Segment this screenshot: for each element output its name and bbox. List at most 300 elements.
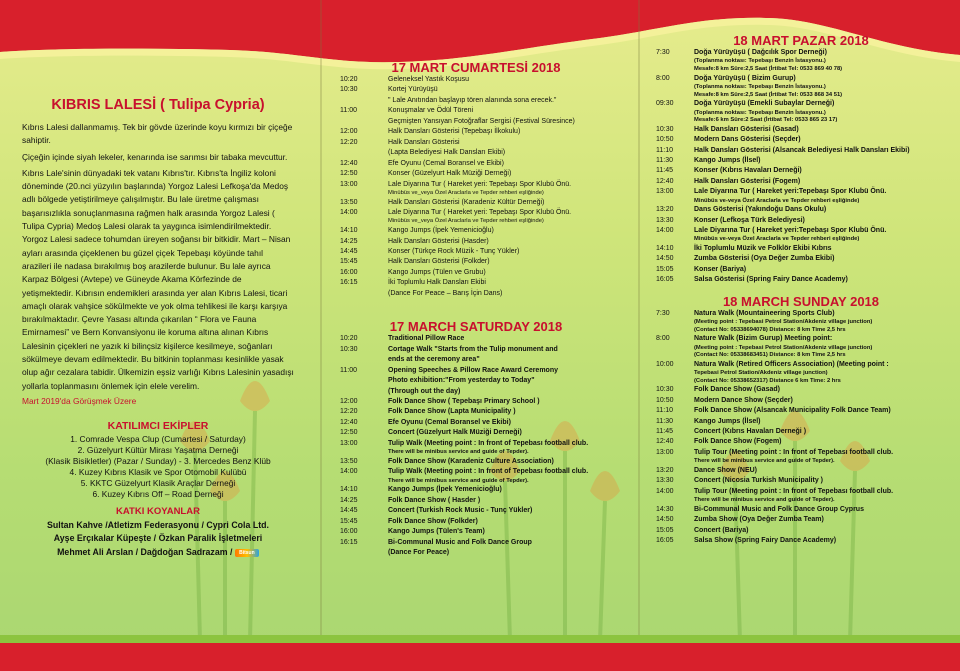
schedule-row (656, 487, 946, 505)
schedule-event-text: (Dance For Peace) (388, 549, 450, 557)
schedule-event (694, 275, 946, 285)
schedule-time: 14:45 (340, 507, 358, 515)
schedule-row (340, 334, 612, 344)
schedule-event-text: Concert (Turkish Rock Music - Tunç Yükler) (388, 507, 533, 515)
schedule-event (694, 334, 946, 360)
sponsor-item (22, 546, 294, 560)
schedule-row (656, 309, 946, 335)
schedule-row (340, 127, 612, 137)
schedule-row (340, 548, 612, 558)
schedule-event-text: Folk Dance Show (Lapta Municipality ) (388, 408, 516, 416)
schedule-event (388, 397, 612, 407)
schedule-event (388, 345, 612, 355)
schedule-event (388, 226, 612, 236)
schedule-row (656, 177, 946, 187)
schedule-time: 13:50 (340, 198, 358, 206)
schedule-event-text: Konuşmalar ve Ödül Töreni (388, 107, 474, 115)
schedule-event (388, 407, 612, 417)
schedule-row (656, 334, 946, 360)
intro-text (22, 121, 294, 393)
schedule-event (388, 485, 612, 495)
schedule-row (340, 237, 612, 247)
schedule-time: 12:50 (340, 170, 358, 178)
schedule-time: 14:00 (340, 209, 358, 217)
schedule-event (388, 548, 612, 558)
schedule-event (694, 265, 946, 275)
schedule-event-text: Kango Jumps (Tülen ve Grubu) (388, 268, 486, 276)
schedule-row (340, 366, 612, 376)
schedule-event-text: Bi-Communal Music and Folk Dance Group (388, 538, 532, 546)
schedule-row (340, 159, 612, 169)
schedule-row (340, 169, 612, 179)
schedule-row (340, 85, 612, 95)
schedule-event-text: İki Toplumlu Halk Dansları Ekibi (388, 279, 486, 287)
schedule-row (340, 407, 612, 417)
schedule-time: 10:50 (656, 136, 674, 144)
schedule-time: 13:30 (656, 477, 674, 485)
schedule-event (694, 505, 946, 515)
schedule-time (340, 387, 388, 397)
sponsor-text: Mehmet Ali Arslan / Dağdoğan Sadrazam / (57, 546, 233, 557)
schedule-event-text: Modern Dance Show (Seçder) (694, 396, 793, 404)
schedule-row (656, 515, 946, 525)
schedule-event-text: Doğa Yürüyüşü (Emekli Subaylar Derneği) (694, 100, 835, 108)
schedule-row (340, 198, 612, 208)
schedule-event (694, 515, 946, 525)
intro-paragraph: Kıbrıs Lale'sinin dünyadaki tek vatanı Kıbrıs'tır. Kıbrıs'ta İngiliz koloni döneminde (20.nci yüzyılın başlarında) Yorgoz Lalesi Lefkoşa'da Medoş adlı bölgede yetiştirilmeye çalışılmıştır. Bu lale üretme çalışması başarısızlıkla sonuçlanmasına rağmen halk arasında Yorgoz Lalesi ( Tulipa Cypria) Medoş Lalesi olarak ta yaygınca isimlendirilmektedir. Yorgoz Lalesi sadece tohumdan üreyen soğansı bir bitkidir. Mart – Nisan ayları arasında çiçeklenen bu güzel çiçek Tepebaşı köyünde tahıl arazileri ile nadasa bırakılmış boş arazilerde bulunur. Bu lale ayrıca Karpaz Bölgesi (Avtepe) ve Güneyde Akama Körfezinde de yetişmektedir. Kıbrısın endemikleri arasında yer alan Kıbrıs Lalesi, ticari amaçlı olarak vahşice sökülmekte ve yok olma tehlikesi ile karşı karşıya bırakılmaktadır. Çevre Yasası altında çıkarılan “ Flora ve Fauna Emirnamesi” ve Bern Konvansiyonu ile koruma altına alınan Kıbrıs Lalesinin çiçekleri ne yazık ki bilinçsiz kişilerce kesilmeye, soğanları sökülmeye devam edilmektedir. Bu bitkinin toplanması kesinlikle yasak olup ağır cezalara tabidir. Ülkemizin eşsiz varlığı Kıbrıs Lalesinin yasadışı yollarla toplanmasını önlemek için elele verelim. (22, 167, 294, 391)
schedule-event-text: Kango Jumps (İpek Yemenicioğlu) (388, 486, 502, 494)
schedule-event-text: Bi-Communal Music and Folk Dance Group Cyprus (694, 505, 864, 513)
schedule-event-text: (Through out the day) (388, 387, 461, 395)
schedule-time (340, 96, 388, 106)
sponsor-item: Ayşe Erçıkalar Küpeşte / Özkan Paralik İşletmeleri (53, 533, 263, 544)
schedule-event (694, 74, 946, 100)
schedule-event (694, 476, 946, 486)
schedule-row (340, 138, 612, 148)
schedule-time (340, 355, 388, 365)
saturday-tr-title: 17 MART CUMARTESİ 2018 (391, 60, 561, 75)
schedule-row (340, 106, 612, 116)
schedule-event (388, 268, 612, 278)
schedule-row (340, 96, 612, 106)
schedule-event-text: Folk Dance Show (Gasad) (694, 386, 780, 394)
schedule-time: 10:30 (656, 125, 674, 133)
schedule-row (656, 216, 946, 226)
schedule-time: 10:20 (340, 76, 358, 83)
schedule-event-text: Halk Dansları Gösterisi (Gasad) (694, 125, 799, 133)
schedule-row (340, 257, 612, 267)
schedule-event-text: Concert (Bariya) (694, 526, 749, 534)
schedule-row (656, 505, 946, 515)
schedule-row (656, 48, 946, 74)
schedule-row (340, 485, 612, 495)
schedule-event-text: İki Toplumlu Müzik ve Folklör Ekibi Kıbrıs (694, 245, 832, 253)
schedule-time: 16:00 (340, 268, 358, 276)
schedule-event-text: Zumba Gösterisi (Oya Değer Zumba Ekibi) (694, 255, 835, 263)
schedule-time: 14:10 (340, 486, 358, 494)
schedule-time: 11:45 (656, 428, 673, 436)
schedule-event-text: Salsa Gösterisi (Spring Fairy Dance Academy) (694, 276, 848, 284)
schedule-time: 10:50 (656, 396, 674, 404)
schedule-event-text: Natura Walk (Mountaineering Sports Club) (694, 309, 835, 317)
schedule-event (694, 406, 946, 416)
schedule-event (388, 106, 612, 116)
schedule-event (388, 457, 612, 467)
schedule-time: 12:40 (656, 177, 674, 185)
schedule-event-text: Halk Dansları Gösterisi (Tepebaşı İlkokulu) (388, 128, 521, 136)
sunday-tr-schedule (656, 48, 946, 286)
schedule-event-text: Dance Show (NEU) (694, 466, 758, 474)
schedule-row (656, 125, 946, 135)
schedule-event-text: Traditional Pillow Race (388, 335, 465, 343)
schedule-event (694, 437, 946, 447)
sunday-en-title: 18 MARCH SUNDAY 2018 (722, 293, 880, 309)
schedule-event-text: Konser (Türkçe Rock Müzik - Tunç Yükler) (388, 247, 520, 255)
schedule-event-text: Folk Dance Show (Alsancak Municipality Folk Dance Team) (694, 407, 891, 415)
schedule-time: 14:10 (340, 227, 358, 235)
schedule-time: 10:30 (340, 86, 358, 94)
sunday-tr-title: 18 MART PAZAR 2018 (733, 33, 869, 48)
intro-paragraph: Çiçeğin içinde siyah lekeler, kenarında ise sarımsı bir tabaka mevcuttur. (22, 151, 288, 162)
schedule-time: 13:20 (656, 466, 674, 474)
schedule-row (656, 166, 946, 176)
schedule-time: 12:00 (340, 397, 358, 405)
schedule-event (694, 427, 946, 437)
schedule-time: 12:40 (340, 418, 358, 426)
bottom-bar (0, 641, 960, 671)
schedule-event (694, 466, 946, 476)
schedule-event (388, 538, 612, 548)
schedule-time: 8:00 (656, 74, 670, 82)
schedule-event-text: Photo exhibition:"From yesterday to Today" (388, 377, 535, 385)
schedule-event-text: Zumba Show (Oya Değer Zumba Team) (694, 516, 824, 524)
schedule-event (694, 177, 946, 187)
schedule-row (656, 536, 946, 546)
schedule-event (388, 387, 612, 397)
schedule-event-text: Folk Dance Show (Folkder) (388, 517, 478, 525)
sponsors-title: KATKI KOYANLAR (116, 505, 200, 517)
schedule-row (340, 226, 612, 236)
schedule-time: 14:50 (656, 255, 674, 263)
schedule-time: 12:40 (340, 159, 358, 167)
participant-item: 2. Güzelyurt Kültür Mirası Yaşatma Derneği (77, 444, 239, 455)
schedule-event-text: Nature Walk (Bizim Gurup) Meeting point: (694, 335, 833, 343)
schedule-event-text: Halk Dansları Gösterisi (Folkder) (388, 258, 490, 266)
schedule-event (694, 99, 946, 125)
schedule-event-text: Halk Dansları Gösterisi (Fogem) (694, 177, 801, 185)
schedule-row (656, 226, 946, 244)
schedule-time: 14:10 (656, 245, 674, 253)
schedule-event (694, 385, 946, 395)
schedule-event-text: Dans Gösterisi (Yakındoğu Dans Okulu) (694, 206, 827, 214)
schedule-time (340, 117, 388, 127)
intro-paragraph: Kıbrıs Lalesi dallanmamış. Tek bir gövde üzerinde koyu kırmızı bir çiçeğe sahiptir. (22, 122, 293, 146)
schedule-time: 16:05 (656, 536, 674, 544)
schedule-event-text: Folk Dance Show (Karadeniz Culture Association) (388, 457, 554, 465)
schedule-time: 16:15 (340, 279, 358, 287)
schedule-event-text: Kango Jumps (İlsel) (694, 417, 761, 425)
schedule-event (694, 254, 946, 264)
schedule-row (656, 275, 946, 285)
schedule-row (656, 448, 946, 466)
schedule-row (656, 74, 946, 100)
saturday-column (340, 0, 612, 559)
schedule-event-text: Lale Diyarına Tur ( Hareket yeri:Tepebaşı Spor Klubü Önü. (694, 227, 887, 235)
schedule-time: 13:00 (340, 439, 358, 447)
schedule-event-text: Tulip Walk (Meeting point : In front of Tepebası football club. (388, 439, 589, 447)
fold-line (638, 0, 640, 671)
schedule-event-text: Kango Jumps (İlsel) (694, 157, 761, 164)
schedule-event (388, 138, 612, 148)
participant-item: (Klasik Bisikletler) (Pazar / Sunday) - 3. Mercedes Benz Klüb (45, 455, 271, 466)
schedule-row (340, 148, 612, 158)
schedule-time: 14:50 (656, 516, 674, 524)
schedule-event (694, 205, 946, 215)
schedule-event (694, 487, 946, 505)
schedule-time: 10:20 (340, 335, 358, 343)
schedule-event (694, 216, 946, 226)
schedule-event (694, 360, 946, 386)
schedule-row (340, 208, 612, 226)
schedule-event-text: Kango Jumps (İpek Yemenicioğlu) (388, 227, 494, 235)
schedule-time: 13:00 (656, 448, 674, 456)
schedule-event (388, 418, 612, 428)
schedule-event-text: Cortage Walk "Starts from the Tulip monument and (388, 345, 558, 353)
schedule-event (694, 417, 946, 427)
schedule-event-text: Konser (Bariya) (694, 265, 747, 273)
schedule-time: 10:00 (656, 360, 674, 368)
saturday-tr-schedule (340, 75, 612, 299)
schedule-event-text: Folk Dance Show (Fogem) (694, 438, 782, 446)
schedule-event-text: Efe Oyunu (Cemal Boransel ve Ekibi) (388, 159, 504, 167)
schedule-time: 11:00 (340, 107, 357, 115)
schedule-row (340, 117, 612, 127)
schedule-row (656, 156, 946, 166)
schedule-event-detail: Tepebasi Petrol Station/Akdeniz village junction) (Contact No: 05338652317) Distance 6 km Time: 2 hrs (694, 370, 841, 384)
schedule-row (340, 418, 612, 428)
schedule-row (656, 135, 946, 145)
schedule-event (388, 85, 612, 95)
schedule-row (340, 506, 612, 516)
saturday-en-title: 17 MARCH SATURDAY 2018 (389, 319, 563, 335)
schedule-time: 12:20 (340, 138, 358, 146)
schedule-event (388, 334, 612, 344)
schedule-row (656, 244, 946, 254)
schedule-event (694, 187, 946, 205)
schedule-event (388, 278, 612, 288)
schedule-time: 13:20 (656, 206, 674, 214)
schedule-event (694, 146, 946, 156)
schedule-time (340, 548, 388, 558)
schedule-event (388, 355, 612, 365)
schedule-event (388, 366, 612, 376)
schedule-time: 13:50 (340, 457, 358, 465)
schedule-event-text: Tulip Tour (Meeting point : In front of Tepebası football club. (694, 448, 894, 456)
schedule-row (656, 254, 946, 264)
schedule-event (694, 526, 946, 536)
participants-list (22, 434, 294, 500)
schedule-row (340, 496, 612, 506)
schedule-event (388, 289, 612, 299)
schedule-time: 14:25 (340, 496, 358, 504)
schedule-event (388, 376, 612, 386)
schedule-event (388, 169, 612, 179)
schedule-time: 15:05 (656, 265, 674, 273)
schedule-time: 11:30 (656, 157, 673, 164)
schedule-event (388, 517, 612, 527)
schedule-row (340, 268, 612, 278)
schedule-event-detail: There will be minibus service and guide of Tepder). (388, 477, 529, 484)
schedule-event (388, 496, 612, 506)
schedule-row (340, 355, 612, 365)
sponsor-item: Sultan Kahve /Atletizm Federasyonu / Cypri Cola Ltd. (47, 519, 269, 530)
schedule-row (340, 517, 612, 527)
schedule-time: 16:05 (656, 276, 674, 284)
schedule-event-text: Konser (Güzelyurt Halk Müziği Derneği) (388, 170, 512, 178)
schedule-time: 10:30 (340, 345, 358, 353)
schedule-event (694, 48, 946, 74)
schedule-row (656, 360, 946, 386)
schedule-time: 14:00 (340, 468, 358, 476)
schedule-row (340, 387, 612, 397)
schedule-event (388, 506, 612, 516)
schedule-time: 15:45 (340, 517, 358, 525)
schedule-row (340, 527, 612, 537)
schedule-event (694, 536, 946, 546)
schedule-event (388, 159, 612, 169)
schedule-event-text: Natura Walk (Retired Officers Association) (Meeting point : (694, 360, 889, 368)
schedule-event-detail: Minübüs ve_veya Özel Araclarla ve Tepder rehberi eşliğinde) (388, 218, 544, 225)
schedule-time: 11:10 (656, 407, 673, 415)
schedule-row (340, 467, 612, 485)
schedule-event (694, 135, 946, 145)
participant-item: 1. Comrade Vespa Clup (Cumartesi / Saturday) (70, 433, 246, 444)
schedule-event-text: Concert (Güzelyurt Halk Müziği Derneği) (388, 429, 522, 437)
schedule-event (694, 125, 946, 135)
schedule-event-text: Modern Dans Gösterisi (Seçder) (694, 136, 801, 144)
schedule-row (656, 396, 946, 406)
schedule-event-detail: There will be minibus service and guide of Tepder). (388, 449, 529, 456)
schedule-time: 12:20 (340, 408, 358, 416)
schedule-time: 14:45 (340, 247, 358, 255)
schedule-event-detail: (Toplanma noktası: Tepebaşı Benzin İstasyonu.) Mesafe:8 km Süre:2,5 Saat (İrtibat Tel: 0533 868 34 51) (694, 84, 843, 98)
schedule-event (694, 396, 946, 406)
schedule-event-text: (Lapta Belediyesi Halk Dansları Ekibi) (388, 149, 506, 157)
schedule-event (388, 467, 612, 485)
schedule-row (656, 385, 946, 395)
schedule-time: 10:30 (656, 386, 674, 394)
schedule-event-detail: Minübüs ve-veya Özel Araclarla ve Tepder rehberi eşliğinde) (694, 236, 860, 243)
schedule-event (388, 527, 612, 537)
schedule-event (388, 127, 612, 137)
schedule-time: 7:30 (656, 309, 670, 317)
schedule-event-text: Geçmişten Yansıyan Fotoğraflar Sergisi (Festival Süresince) (388, 117, 575, 125)
schedule-row (656, 406, 946, 416)
schedule-time: 11:30 (656, 417, 673, 425)
schedule-event-text: Kortej Yürüyüşü (388, 86, 438, 94)
schedule-event-text: Tulip Walk (Meeting point : In front of Tepebası football club. (388, 468, 589, 476)
schedule-event-text: Tulip Tour (Meeting point : In front of Tepebası football club. (694, 487, 894, 495)
schedule-time: 11:00 (340, 366, 357, 374)
participant-item: 5. KKTC Güzelyurt Klasik Araçlar Derneği (80, 477, 236, 488)
schedule-row (656, 146, 946, 156)
schedule-time: 12:40 (656, 438, 674, 446)
schedule-time: 7:30 (656, 49, 670, 56)
schedule-event (388, 198, 612, 208)
schedule-event-text: Geleneksel Yastık Koşusu (388, 76, 470, 83)
schedule-event-text: Doğa Yürüyüşü ( Dağcılık Spor Derneği) (694, 49, 827, 56)
schedule-time: 16:00 (340, 528, 358, 536)
schedule-time: 13:00 (656, 188, 674, 196)
schedule-time: 15:45 (340, 258, 358, 266)
schedule-event-text: Lale Diyarına Tur ( Hareket yeri: Tepebaşı Spor Klubü Önü. (388, 209, 572, 217)
intro-title: KIBRIS LALESİ ( Tulipa Cypria) (51, 97, 265, 113)
sunday-en-schedule (656, 309, 946, 547)
participants-title: KATILIMCI EKİPLER (107, 419, 209, 432)
schedule-time: 14:00 (656, 487, 674, 495)
schedule-event-detail: There will be minibus service and guide of Tepder). (694, 497, 835, 504)
schedule-event (694, 244, 946, 254)
schedule-time: 13:30 (656, 216, 674, 224)
schedule-event-text: " Lale Anıtından başlayıp tören alanında sona erecek." (388, 96, 557, 104)
schedule-event-detail: (Toplanma noktası: Tepebaşı Benzin İstasyonu.) Mesafe:8 km Süre:2,5 Saat (İrtibat Tel: 0533 869 40 78) (694, 58, 843, 72)
schedule-time: 8:00 (656, 335, 670, 343)
schedule-event-detail: Minübüs ve-veya Özel Araclarla ve Tepder rehberi eşliğinde) (694, 197, 860, 204)
schedule-row (340, 428, 612, 438)
schedule-event-text: Concert (Kıbrıs Havaları Derneği ) (694, 428, 807, 436)
schedule-time (340, 376, 388, 386)
participant-item: 4. Kuzey Kıbrıs Klasik ve Spor Otomobil Kulübü (69, 466, 247, 477)
saturday-en-schedule (340, 334, 612, 558)
schedule-row (340, 376, 612, 386)
schedule-event-text: Opening Speeches & Pillow Race Award Ceremony (388, 366, 558, 374)
schedule-event (388, 247, 612, 257)
schedule-event-text: ends at the ceremony area" (388, 356, 480, 364)
schedule-event-text: Lale Diyarına Tur ( Hareket yeri:Tepebaşı Spor Klubü Önü. (694, 188, 887, 196)
schedule-event (694, 166, 946, 176)
schedule-row (656, 417, 946, 427)
sunday-column (656, 0, 946, 546)
schedule-event-text: Halk Dansları Gösterisi (Alsancak Belediyesi Halk Dansları Ekibi) (694, 146, 910, 154)
schedule-time: 13:00 (340, 180, 358, 188)
sponsor-logo: Bitsun (235, 549, 259, 557)
schedule-event-text: Konser (Kıbrıs Havaları Derneği) (694, 167, 802, 175)
schedule-event (388, 208, 612, 226)
schedule-event-text: Halk Dansları Gösterisi (Hasder) (388, 237, 489, 245)
schedule-event-text: Folk Dance Show ( Tepebaşı Primary School ) (388, 397, 540, 405)
schedule-row (656, 427, 946, 437)
schedule-row (340, 439, 612, 457)
schedule-row (656, 99, 946, 125)
schedule-event (694, 448, 946, 466)
schedule-event (694, 226, 946, 244)
schedule-row (340, 75, 612, 85)
schedule-row (340, 345, 612, 355)
fold-line (320, 0, 322, 671)
schedule-time: 11:45 (656, 167, 673, 175)
schedule-event (388, 237, 612, 247)
schedule-row (340, 180, 612, 198)
schedule-event (694, 156, 946, 166)
intro-column (22, 0, 294, 559)
schedule-row (656, 466, 946, 476)
schedule-event (388, 75, 612, 85)
schedule-row (656, 187, 946, 205)
schedule-event-text: Salsa Show (Spring Fairy Dance Academy) (694, 536, 837, 544)
schedule-time: 09:30 (656, 100, 674, 108)
schedule-row (656, 437, 946, 447)
schedule-time: 14:25 (340, 237, 358, 245)
